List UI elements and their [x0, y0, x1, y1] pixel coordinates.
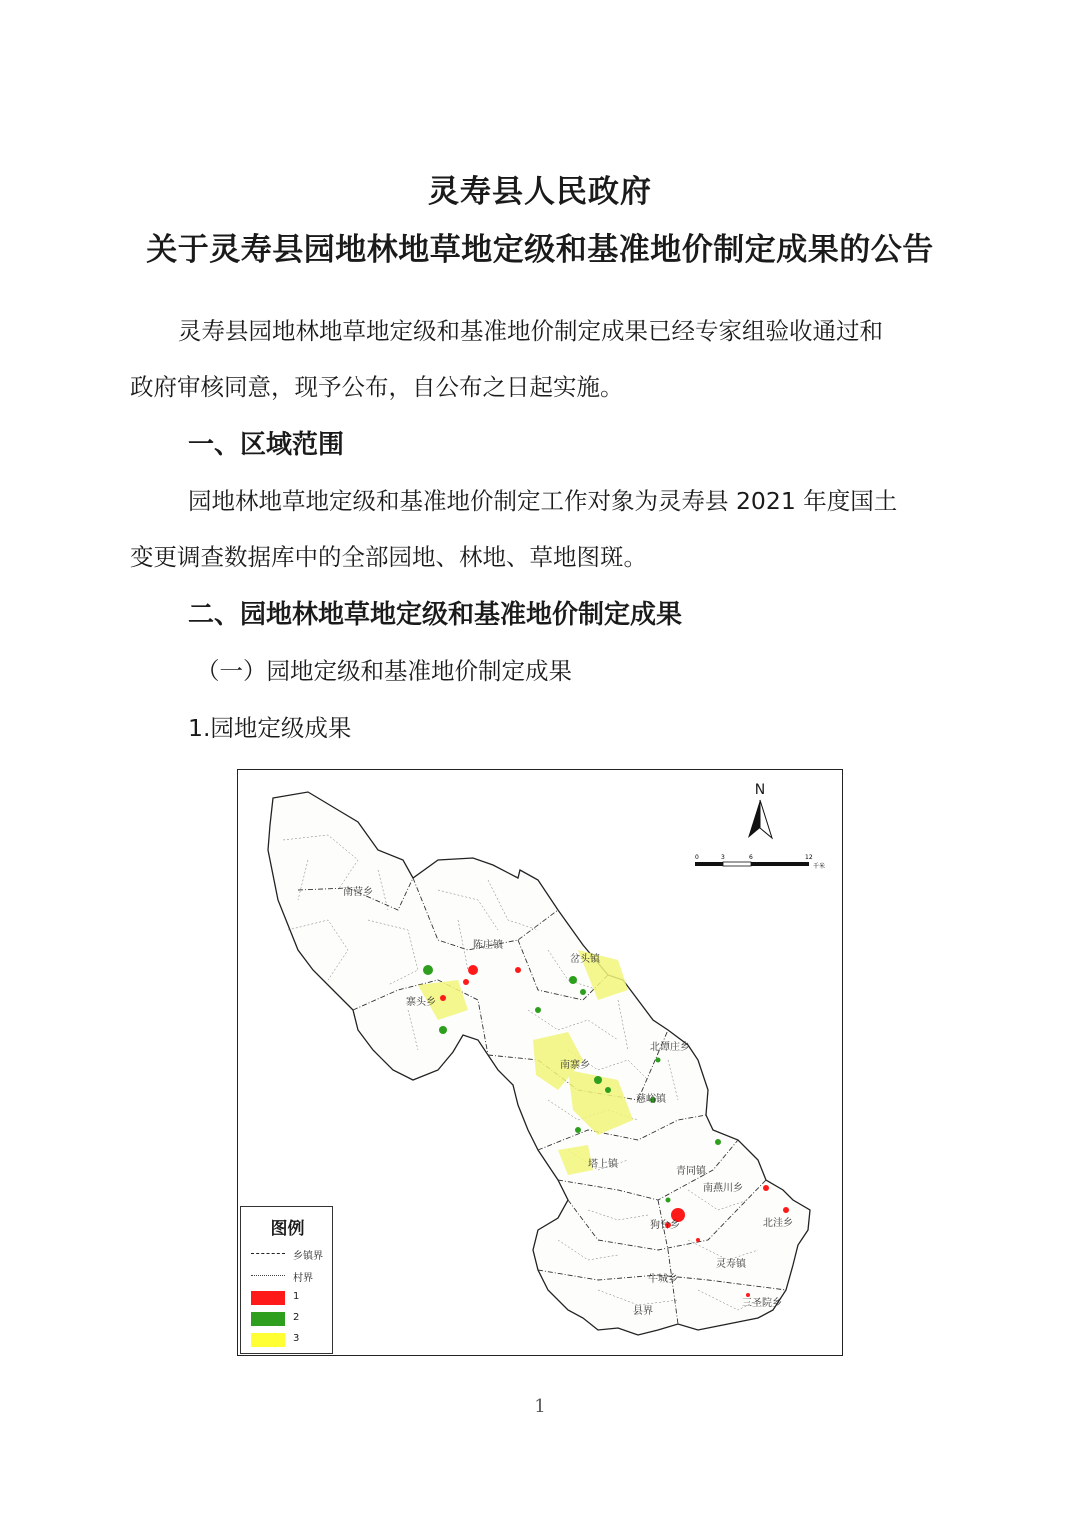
place-label: 北洼乡: [763, 1218, 793, 1229]
grading-map: [237, 769, 843, 1356]
page-number: 1: [534, 1396, 546, 1417]
scale-tick: 12: [805, 854, 813, 861]
place-label: 北谭庄乡: [650, 1042, 690, 1053]
place-label: 县界: [633, 1306, 653, 1317]
place-label: 牛城乡: [648, 1274, 678, 1285]
section-1-line-1: 园地林地草地定级和基准地价制定工作对象为灵寿县 2021 年度国土: [188, 487, 898, 515]
place-label: 塔上镇: [588, 1159, 618, 1170]
section-1-line-2: 变更调查数据库中的全部园地、林地、草地图斑。: [130, 543, 647, 571]
scale-tick: 6: [749, 854, 753, 861]
legend-title: 图例: [270, 1219, 305, 1239]
item-1-heading: 1.园地定级成果: [188, 714, 352, 742]
place-label: 三圣院乡: [742, 1298, 782, 1309]
place-label: 南燕川乡: [703, 1183, 743, 1194]
scale-bar: [693, 848, 833, 872]
place-label: 岔头镇: [570, 954, 600, 965]
title-line-1: 灵寿县人民政府: [428, 174, 652, 210]
scale-tick: 3: [721, 854, 725, 861]
north-arrow-icon: [740, 782, 780, 842]
subsection-1-heading: （一）园地定级和基准地价制定成果: [196, 657, 572, 685]
section-2-heading: 二、园地林地草地定级和基准地价制定成果: [188, 600, 683, 630]
place-label: 灵寿镇: [716, 1259, 746, 1270]
intro-line-2: 政府审核同意，现予公布，自公布之日起实施。: [130, 373, 624, 401]
place-label: 寨头乡: [406, 997, 436, 1008]
section-1-heading: 一、区域范围: [188, 430, 345, 460]
north-label: N: [754, 782, 766, 798]
place-label: 青同镇: [676, 1166, 706, 1177]
north-arrow: [740, 782, 780, 842]
place-label: 狗台乡: [650, 1220, 680, 1231]
place-label: 南营乡: [343, 887, 373, 898]
scale-bar-graphic: [693, 848, 833, 872]
intro-line-1: 灵寿县园地林地草地定级和基准地价制定成果已经专家组验收通过和: [178, 317, 883, 345]
scale-tick: 0: [695, 854, 699, 861]
scale-unit: 千米: [813, 863, 826, 870]
map-legend: 图例 乡镇界 村界 1 2 3: [240, 1206, 333, 1354]
place-label: 南寨乡: [560, 1060, 590, 1071]
place-label: 慈峪镇: [636, 1094, 666, 1105]
place-label: 陈庄镇: [473, 940, 503, 951]
title-line-2: 关于灵寿县园地林地草地定级和基准地价制定成果的公告: [146, 232, 934, 268]
